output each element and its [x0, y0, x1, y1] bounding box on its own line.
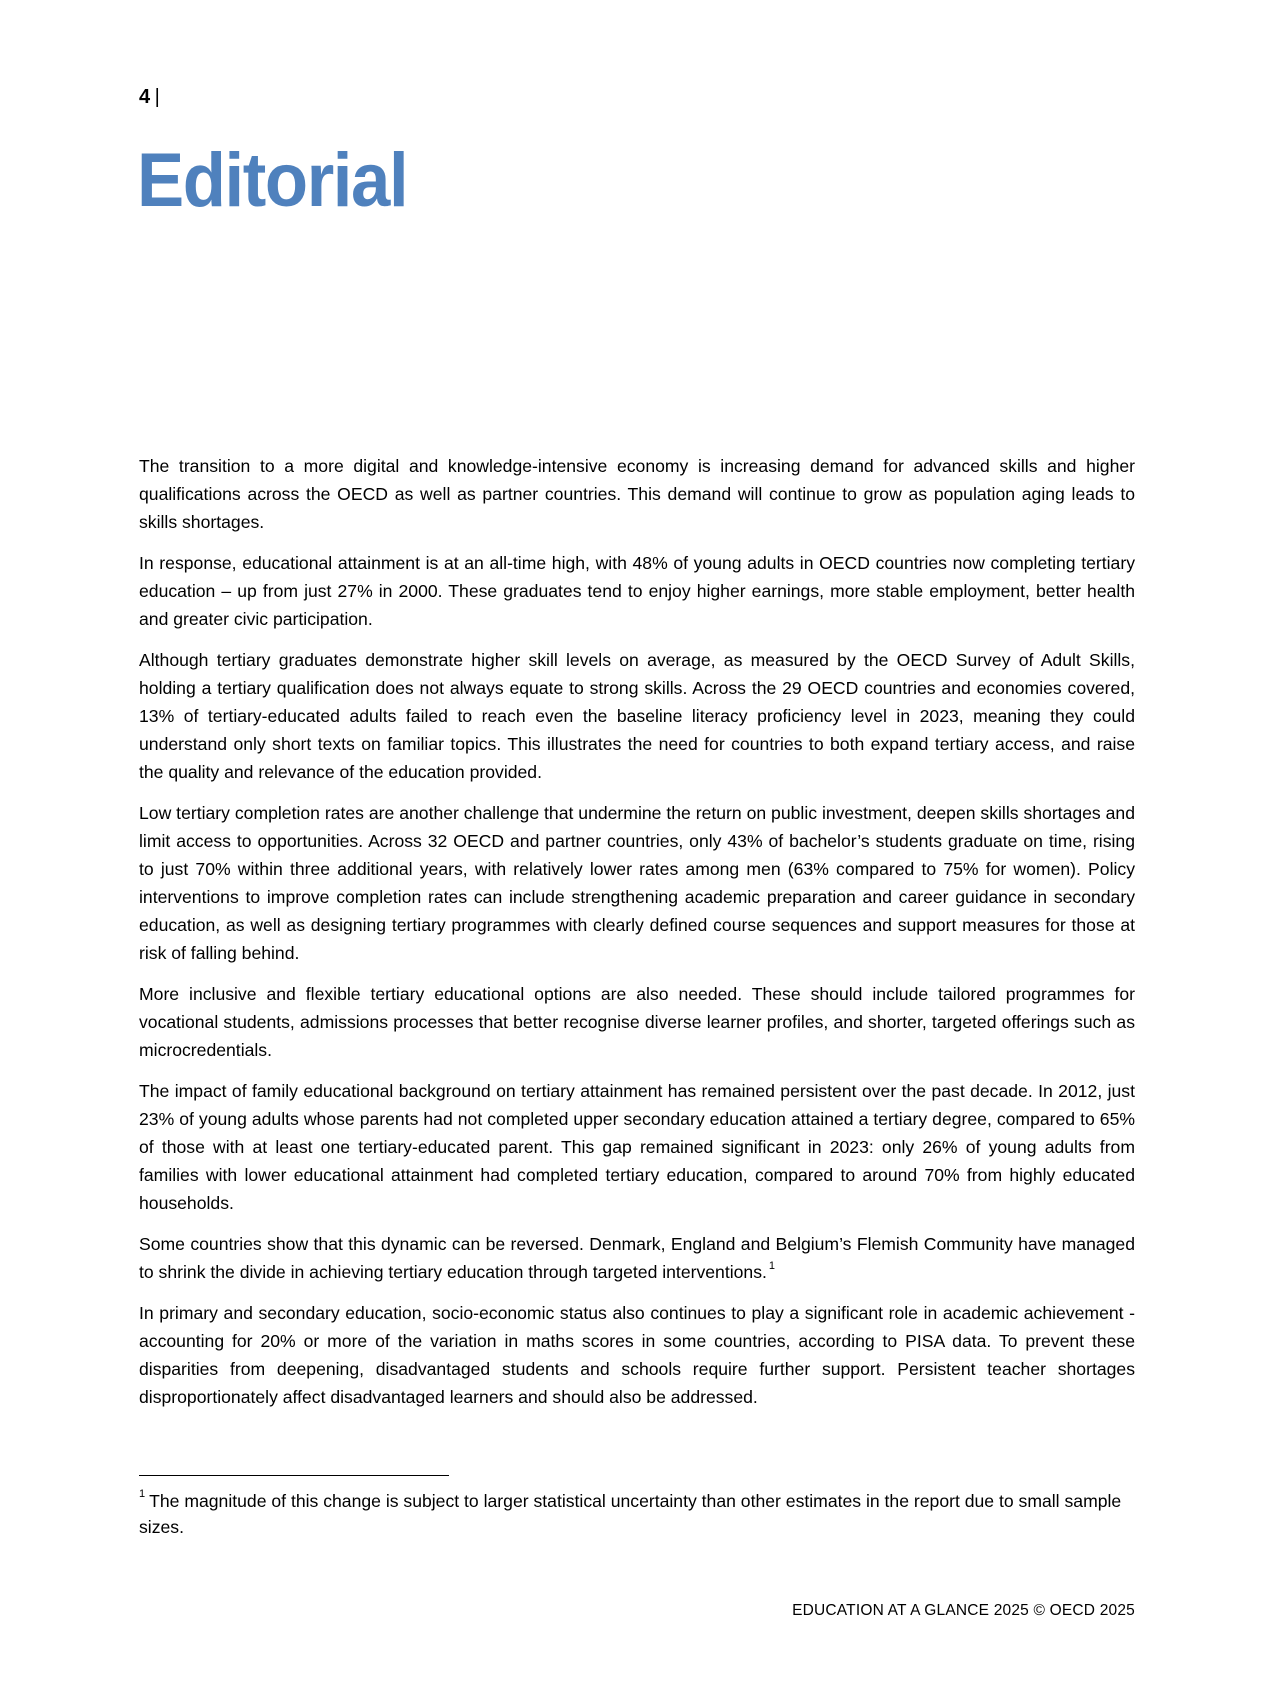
page-footer: EDUCATION AT A GLANCE 2025 © OECD 2025	[792, 1602, 1135, 1619]
paragraph: Although tertiary graduates demonstrate higher skill levels on average, as measured by the OECD Survey of Adult Skills, holding a tertiary qualification does not always equate to strong skills. Across the 29 OECD countries and economies covered, 13% of tertiary-educated adults failed to reach even the baseline literacy proficiency level in 2023, meaning they could understand only short texts on familiar topics. This illustrates the need for countries to both expand tertiary access, and raise the quality and relevance of the education provided.	[139, 650, 1135, 782]
footnote-divider	[139, 1475, 449, 1476]
page-number-value: 4	[139, 86, 151, 108]
paragraph-text: Some countries show that this dynamic can be reversed. Denmark, England and Belgium’s Flemish Community have managed to shrink the divide in achieving tertiary education through targeted interventions.	[139, 1234, 1135, 1282]
paragraph: The transition to a more digital and knowledge-intensive economy is increasing demand for advanced skills and higher qualifications across the OECD as well as partner countries. This demand will continue to grow as population aging leads to skills shortages.	[139, 456, 1135, 532]
page-number	[139, 86, 160, 109]
paragraph: In primary and secondary education, socio-economic status also continues to play a significant role in academic achievement - accounting for 20% or more of the variation in maths scores in some countries, according to PISA data. To prevent these disparities from deepening, disadvantaged students and schools require further support. Persistent teacher shortages disproportionately affect disadvantaged learners and should also be addressed.	[139, 1303, 1135, 1407]
paragraph: The impact of family educational background on tertiary attainment has remained persistent over the past decade. In 2012, just 23% of young adults whose parents had not completed upper secondary education attained a tertiary degree, compared to 65% of those with at least one tertiary-educated parent. This gap remained significant in 2023: only 26% of young adults from families with lower educational attainment had completed tertiary education, compared to around 70% from highly educated households.	[139, 1081, 1135, 1213]
footnote	[139, 1488, 1135, 1540]
page-number-separator: |	[154, 86, 161, 108]
footnote-reference[interactable]: 1	[768, 1260, 776, 1273]
paragraph: In response, educational attainment is at an all-time high, with 48% of young adults in OECD countries now completing tertiary education – up from just 27% in 2000. These graduates tend to enjoy higher earnings, more stable employment, better health and greater civic participation.	[139, 553, 1135, 629]
footnote-text: The magnitude of this change is subject to larger statistical uncertainty than other estimates in the report due to small sample sizes.	[139, 1491, 1122, 1537]
paragraph: More inclusive and flexible tertiary educational options are also needed. These should include tailored programmes for vocational students, admissions processes that better recognise diverse learner profiles, and shorter, targeted offerings such as microcredentials.	[139, 984, 1135, 1060]
editorial-body	[139, 452, 1135, 1424]
paragraph: Low tertiary completion rates are another challenge that undermine the return on public investment, deepen skills shortages and limit access to opportunities. Across 32 OECD and partner countries, only 43% of bachelor’s students graduate on time, rising to just 70% within three additional years, with relatively lower rates among men (63% compared to 75% for women). Policy interventions to improve completion rates can include strengthening academic preparation and career guidance in secondary education, as well as designing tertiary programmes with clearly defined course sequences and support measures for those at risk of falling behind.	[139, 803, 1135, 963]
page-title: Editorial	[137, 138, 408, 223]
paragraph-with-footnote	[139, 1230, 1135, 1286]
footnote-marker: 1	[139, 1488, 146, 1501]
